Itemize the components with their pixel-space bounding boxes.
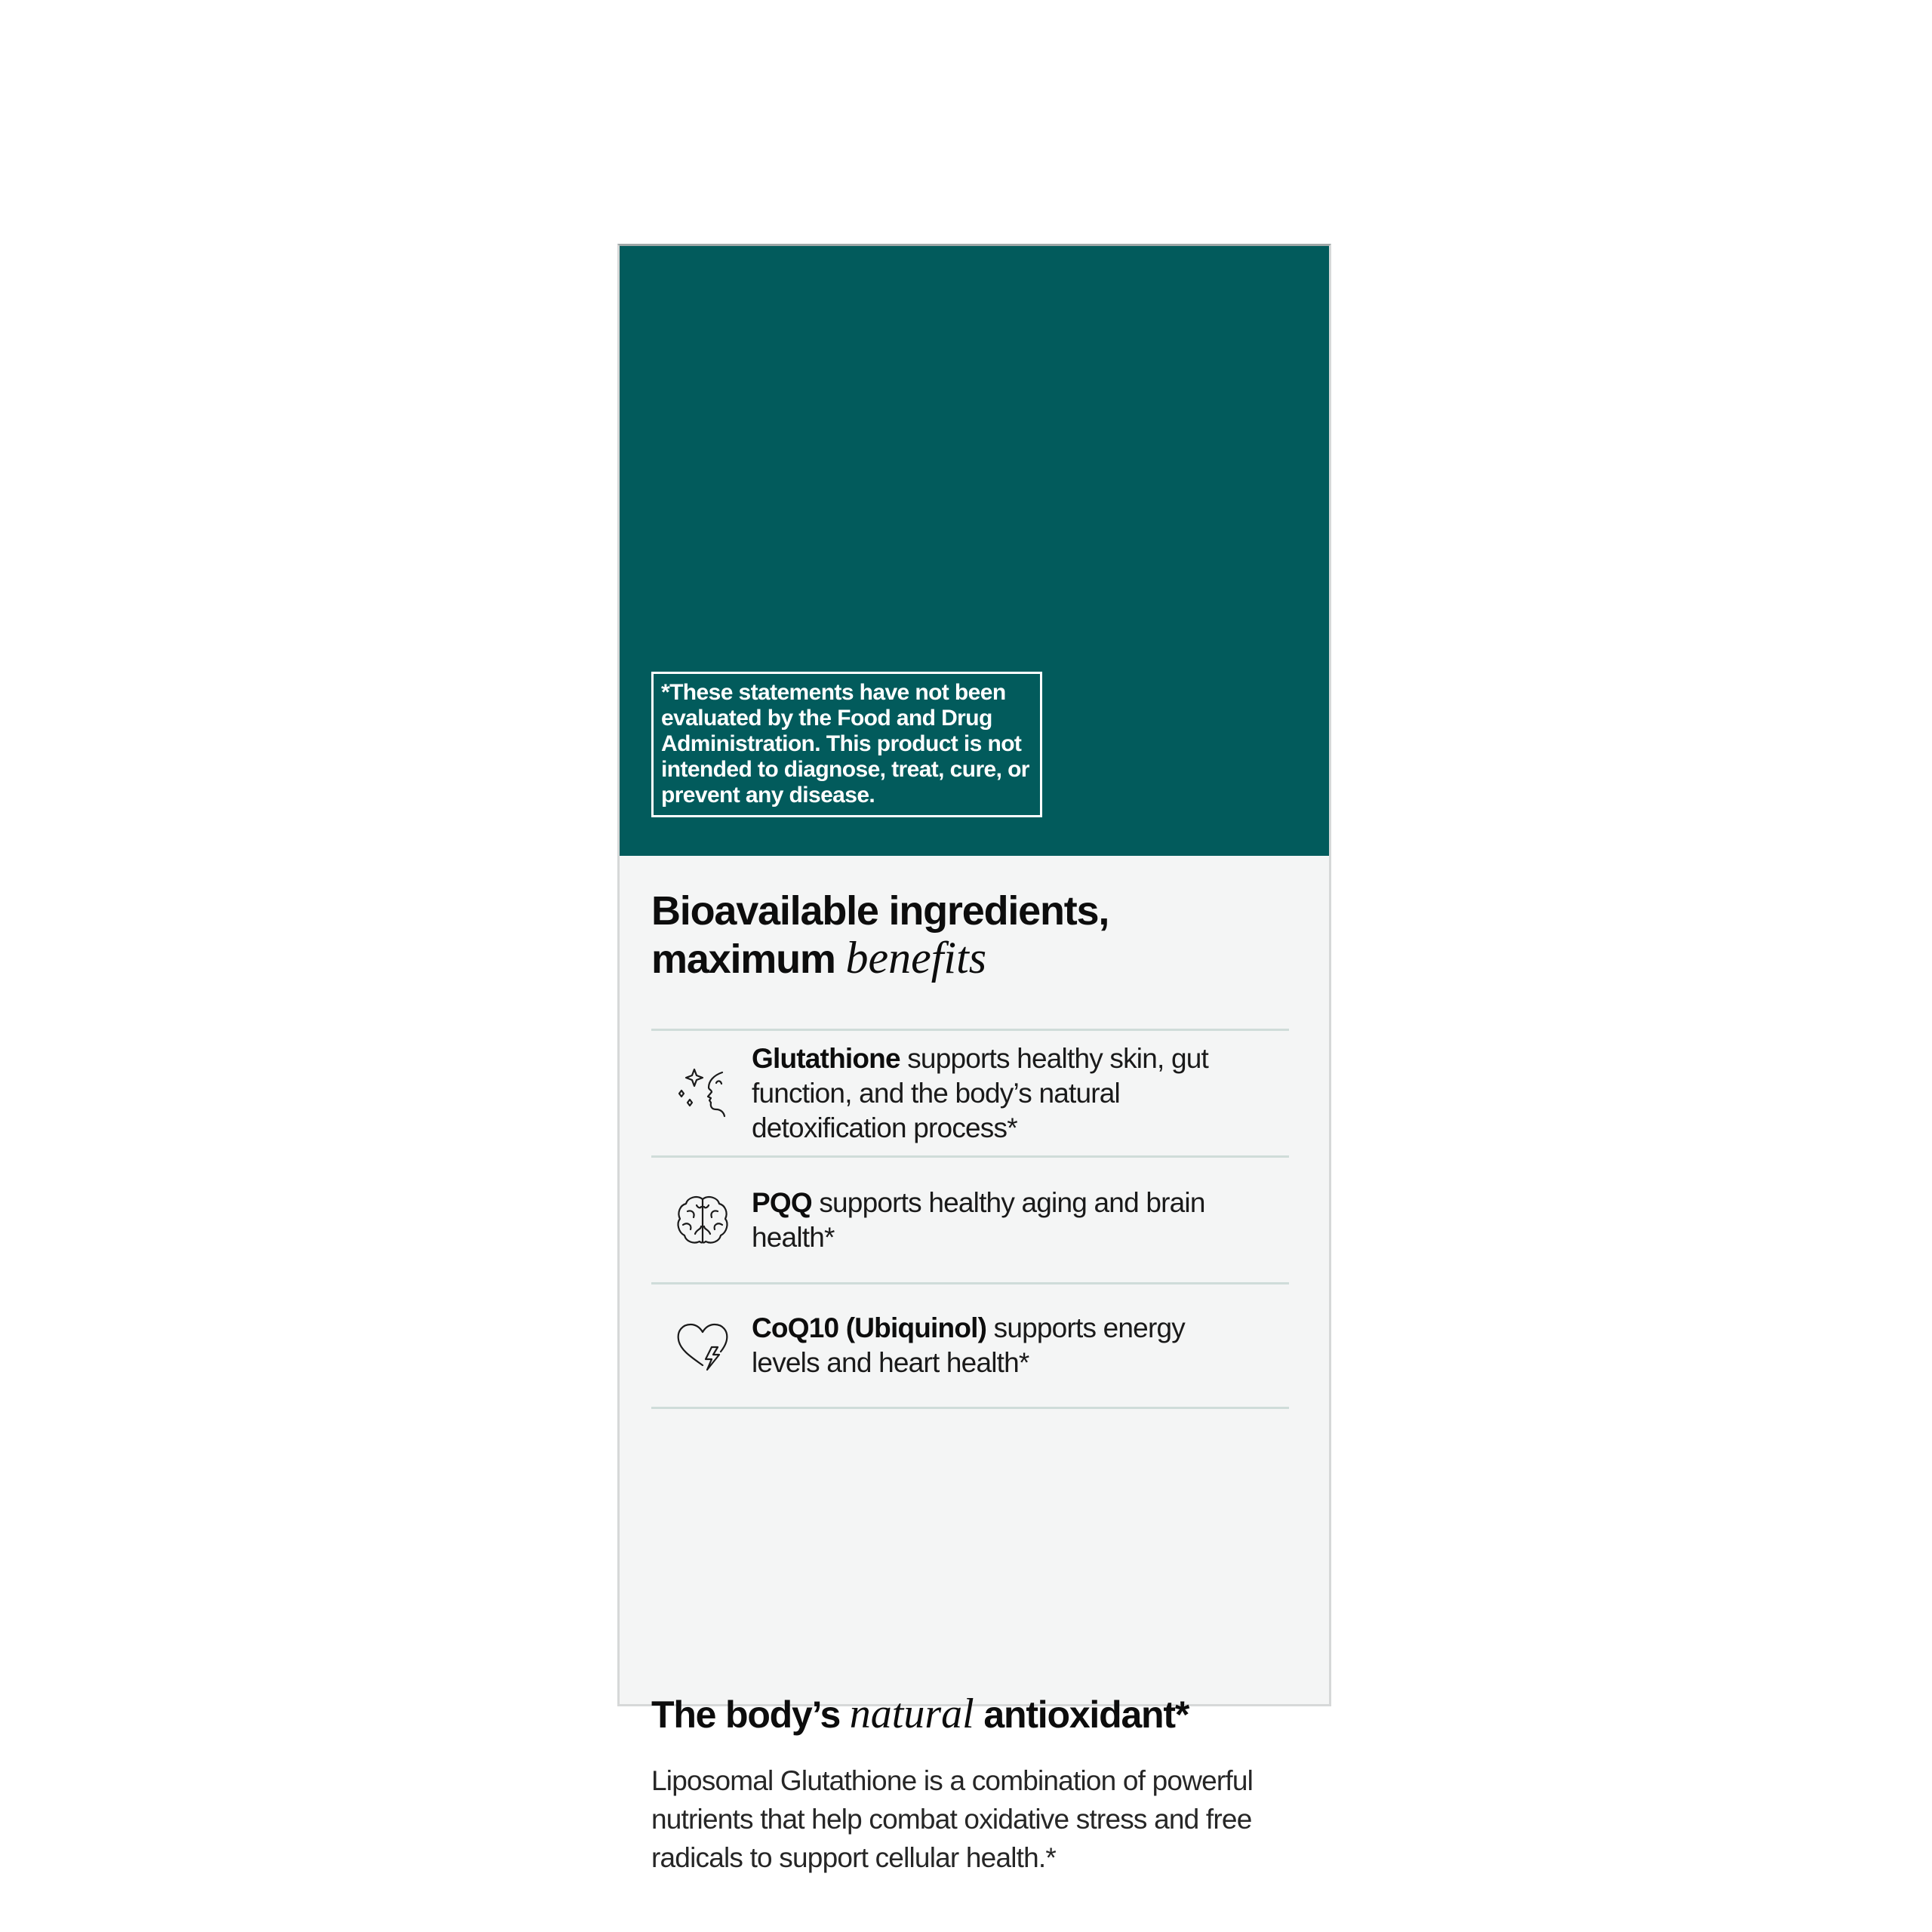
fda-disclaimer: *These statements have not been evaluated by the Food and Drug Administration. This product is not intended to diagnose, treat, cure, or prevent any disease. [651,672,1042,817]
benefit-description: supports energy levels and heart health* [752,1312,1185,1378]
benefit-item-coq10 [651,1282,1289,1409]
heading-line-1: Bioavailable ingredients, [651,888,1109,934]
face-sparkle-icon [674,1065,731,1122]
product-box-panel [617,244,1331,1873]
antioxidant-heading [651,1691,1300,1737]
antioxidant-heading-before: The body’s [651,1694,850,1736]
benefit-name: Glutathione [752,1042,900,1074]
antioxidant-heading-italic: natural [849,1690,974,1737]
benefit-name: CoQ10 (Ubiquinol) [752,1312,987,1343]
heading-line-2-main: maximum [651,937,846,982]
benefit-description: supports healthy skin, gut function, and the body’s natural detoxification process* [752,1042,1209,1143]
benefit-item-pqq [651,1155,1289,1282]
heading-line-2-italic: benefits [845,933,987,983]
benefit-text [752,1041,1235,1146]
antioxidant-heading-after: antioxidant* [974,1694,1189,1736]
benefit-text [752,1311,1235,1380]
benefit-text [752,1186,1235,1255]
benefit-description: supports healthy aging and brain health* [752,1186,1205,1253]
benefits-heading [651,888,1300,983]
heading-line-2 [651,934,1300,983]
benefit-item-glutathione [651,1029,1289,1155]
brain-icon [674,1192,731,1249]
teal-header-panel [620,246,1329,856]
benefits-list [651,1029,1289,1409]
benefit-name: PQQ [752,1186,812,1218]
antioxidant-description: Liposomal Glutathione is a combination of powerful nutrients that help combat oxidative stress and free radicals to support cellular health.* [651,1765,1254,1873]
heart-energy-icon [674,1317,731,1374]
